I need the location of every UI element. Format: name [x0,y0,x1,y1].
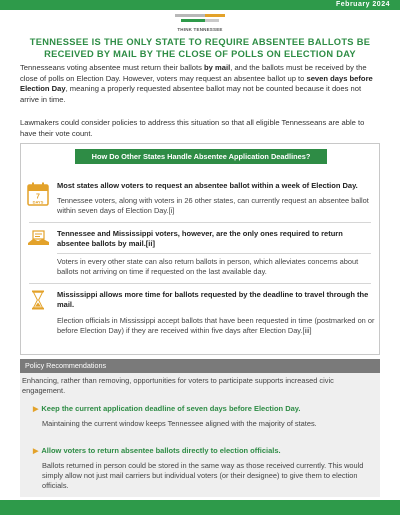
item-body-tn-ms: Voters in every other state can also return ballots in person, which alleviates concerns about ballots not arriving on time if requested on the last available day. [57,257,359,277]
item-title-mississippi: Mississippi allows more time for ballots requested by the deadline to travel through the mail. [57,290,369,310]
calendar-icon [27,182,49,206]
policy-heading: Policy Recommendations [20,359,380,373]
recommendation-body-return-directly: Ballots returned in person could be stored in the same way as those received currently. This would simply allow not just mail carriers but individual voters (or their designee) to give them to election officials. [42,461,364,491]
bottom-bar [0,500,400,515]
date-badge: February 2024 [326,0,400,10]
triangle-right-icon: ▶ [33,406,39,413]
logo [173,12,227,34]
hand-ballot-icon [27,230,51,246]
lawmakers-paragraph: Lawmakers could consider policies to address this situation so that all eligible Tennesseans are able to have their vote count. [20,118,365,138]
divider [57,253,371,254]
svg-text:DAYS: DAYS [32,199,44,205]
logo-text: THINK TENNESSEE [177,27,223,32]
item-title-tn-ms: Tennessee and Mississippi voters, however, are the only ones required to return absentee ballots by mail.[ii] [57,229,343,249]
item-body-most-states: Tennessee voters, along with voters in 26 other states, can currently request an absentee ballot within seven days of Election Day.[i] [57,196,369,216]
svg-text:7: 7 [36,193,40,201]
states-comparison-box [20,143,380,355]
recommendation-title-return-directly: ▶ Allow voters to return absentee ballots directly to election officials. [33,446,281,455]
hourglass-icon [31,290,45,310]
states-box-heading: How Do Other States Handle Absentee Application Deadlines? [75,149,327,164]
triangle-right-icon: ▶ [33,448,39,455]
recommendation-title-keep-deadline: ▶ Keep the current application deadline of seven days before Election Day. [33,404,301,413]
item-body-mississippi: Election officials in Mississippi accept ballots that have been requested in time (postmarked on or before Election Day) if they are received within five days after Election Day.[iii] [57,316,375,336]
page-title: TENNESSEE IS THE ONLY STATE TO REQUIRE ABSENTEE BALLOTS BE RECEIVED BY MAIL BY THE CLOSE OF POLLS ON ELECTION DAY [29,37,371,59]
item-title-most-states: Most states allow voters to request an absentee ballot within a week of Election Day. [57,181,358,190]
intro-paragraph: Tennesseans voting absentee must return their ballots by mail, and the ballots must be received by the close of polls on Election Day. However, voters may request an absentee ballot up to seven days before Election Day, meaning a properly requested absentee ballot may not be counted because it does not arrive in time. [20,63,373,104]
divider [29,283,371,284]
recommendation-body-keep-deadline: Maintaining the current window keeps Tennessee aligned with the majority of states. [42,419,317,428]
policy-intro: Enhancing, rather than removing, opportunities for voters to participate supports increased civic engagement. [22,376,334,395]
divider [29,222,371,223]
